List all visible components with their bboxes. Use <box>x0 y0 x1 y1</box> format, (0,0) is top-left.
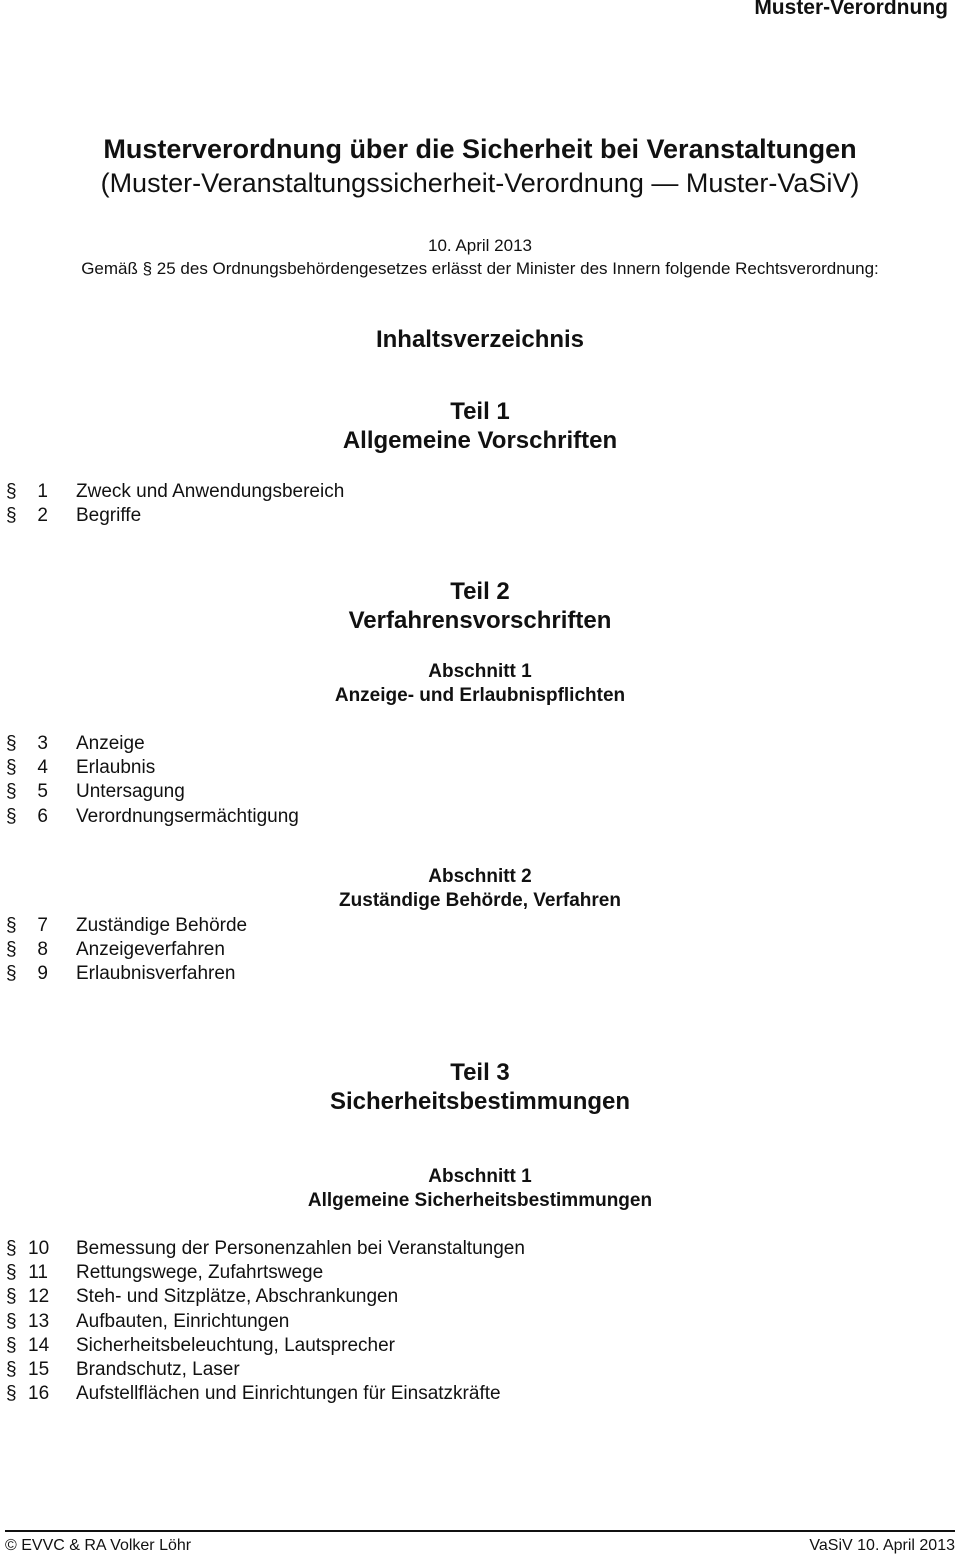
section-symbol: § <box>6 939 17 961</box>
part-3-section-1-title: Allgemeine Sicherheitsbestimmungen <box>307 1190 653 1211</box>
toc-entry-number: 14 <box>28 1334 50 1356</box>
toc-entry <box>0 1261 525 1285</box>
section-symbol: § <box>6 1238 17 1260</box>
toc-entry-number: 12 <box>28 1286 50 1308</box>
toc-entry-label: Rettungswege, Zufahrtswege <box>76 1262 324 1284</box>
document-date: 10. April 2013 <box>428 236 532 255</box>
section-symbol: § <box>6 781 17 803</box>
toc-entry-number: 4 <box>37 757 48 779</box>
toc-entry-label: Verordnungsermächtigung <box>76 805 299 827</box>
toc-entry-number: 13 <box>28 1310 50 1332</box>
toc-entry-label: Anzeigeverfahren <box>76 939 225 961</box>
toc-entry <box>0 480 344 504</box>
toc-entry <box>0 780 299 804</box>
document-subtitle: (Muster-Veranstaltungssicherheit-Verordnung — Muster-VaSiV) <box>100 168 860 198</box>
toc-entry <box>0 1237 525 1261</box>
section-symbol: § <box>6 1359 17 1381</box>
section-symbol: § <box>6 915 17 937</box>
section-symbol: § <box>6 1286 17 1308</box>
toc-entry-number: 6 <box>37 805 48 827</box>
toc-entry-number: 3 <box>37 733 48 755</box>
document-title: Musterverordnung über die Sicherheit bei Veranstaltungen <box>103 134 857 164</box>
section-symbol: § <box>6 481 17 503</box>
toc-entry <box>0 756 299 780</box>
toc-entry <box>0 1285 525 1309</box>
part-2-section-1-number: Abschnitt 1 <box>428 661 532 682</box>
toc-entry <box>0 732 299 756</box>
section-symbol: § <box>6 805 17 827</box>
part-3-title: Sicherheitsbestimmungen <box>329 1088 631 1115</box>
toc-entry-number: 16 <box>28 1383 50 1405</box>
toc-entry-number: 11 <box>28 1262 48 1284</box>
toc-list-part-1 <box>0 480 344 528</box>
toc-entry-label: Bemessung der Personenzahlen bei Veranstaltungen <box>76 1238 525 1260</box>
toc-entry <box>0 914 247 938</box>
section-symbol: § <box>6 757 17 779</box>
toc-entry-number: 5 <box>37 781 48 803</box>
toc-entry-label: Begriffe <box>76 505 142 527</box>
toc-entry <box>0 805 299 829</box>
footer-divider <box>5 1530 955 1532</box>
part-3-number: Teil 3 <box>450 1059 510 1086</box>
section-symbol: § <box>6 505 17 527</box>
toc-entry-number: 9 <box>37 963 48 985</box>
footer-copyright: © EVVC & RA Volker Löhr <box>5 1537 192 1554</box>
toc-entry-label: Zweck und Anwendungsbereich <box>76 481 345 503</box>
preamble: Gemäß § 25 des Ordnungsbehördengesetzes erlässt der Minister des Innern folgende Rechtsverordnung: <box>81 259 879 278</box>
section-symbol: § <box>6 1383 17 1405</box>
toc-entry <box>0 1358 525 1382</box>
toc-entry-label: Zuständige Behörde <box>76 915 248 937</box>
toc-entry <box>0 1334 525 1358</box>
toc-entry-label: Erlaubnisverfahren <box>76 963 236 985</box>
toc-entry-number: 10 <box>28 1238 50 1260</box>
toc-entry-number: 15 <box>28 1359 50 1381</box>
part-3-section-1-number: Abschnitt 1 <box>428 1166 532 1187</box>
toc-list-part-2-section-1 <box>0 732 299 829</box>
toc-entry-number: 2 <box>37 505 48 527</box>
toc-list-part-2-section-2 <box>0 914 247 987</box>
part-2-section-2-title: Zuständige Behörde, Verfahren <box>339 890 621 911</box>
toc-entry-label: Untersagung <box>76 781 185 803</box>
toc-entry-number: 1 <box>37 481 48 503</box>
toc-list-part-3-section-1 <box>0 1237 525 1406</box>
section-symbol: § <box>6 1310 17 1332</box>
toc-entry-label: Brandschutz, Laser <box>76 1359 240 1381</box>
part-1-title: Allgemeine Vorschriften <box>342 427 618 454</box>
toc-heading: Inhaltsverzeichnis <box>375 326 585 353</box>
toc-entry-label: Erlaubnis <box>76 757 156 779</box>
toc-entry <box>0 504 344 528</box>
toc-entry <box>0 962 247 986</box>
toc-entry-label: Aufstellflächen und Einrichtungen für Einsatzkräfte <box>76 1383 501 1405</box>
footer-version-date: VaSiV 10. April 2013 <box>809 1537 955 1554</box>
toc-entry <box>0 1310 525 1334</box>
section-symbol: § <box>6 1262 17 1284</box>
toc-entry-number: 7 <box>37 915 48 937</box>
section-symbol: § <box>6 963 17 985</box>
running-header: Muster-Verordnung <box>754 0 948 19</box>
toc-entry-label: Aufbauten, Einrichtungen <box>76 1310 290 1332</box>
section-symbol: § <box>6 1334 17 1356</box>
toc-entry <box>0 938 247 962</box>
part-2-number: Teil 2 <box>450 578 510 605</box>
part-2-section-1-title: Anzeige- und Erlaubnispflichten <box>334 685 626 706</box>
part-2-section-2-number: Abschnitt 2 <box>428 866 532 887</box>
part-1-number: Teil 1 <box>450 398 510 425</box>
toc-entry <box>0 1382 525 1406</box>
part-2-title: Verfahrensvorschriften <box>348 607 612 634</box>
toc-entry-number: 8 <box>37 939 48 961</box>
toc-entry-label: Anzeige <box>76 733 145 755</box>
toc-entry-label: Sicherheitsbeleuchtung, Lautsprecher <box>76 1334 395 1356</box>
toc-entry-label: Steh- und Sitzplätze, Abschrankungen <box>76 1286 399 1308</box>
section-symbol: § <box>6 733 17 755</box>
